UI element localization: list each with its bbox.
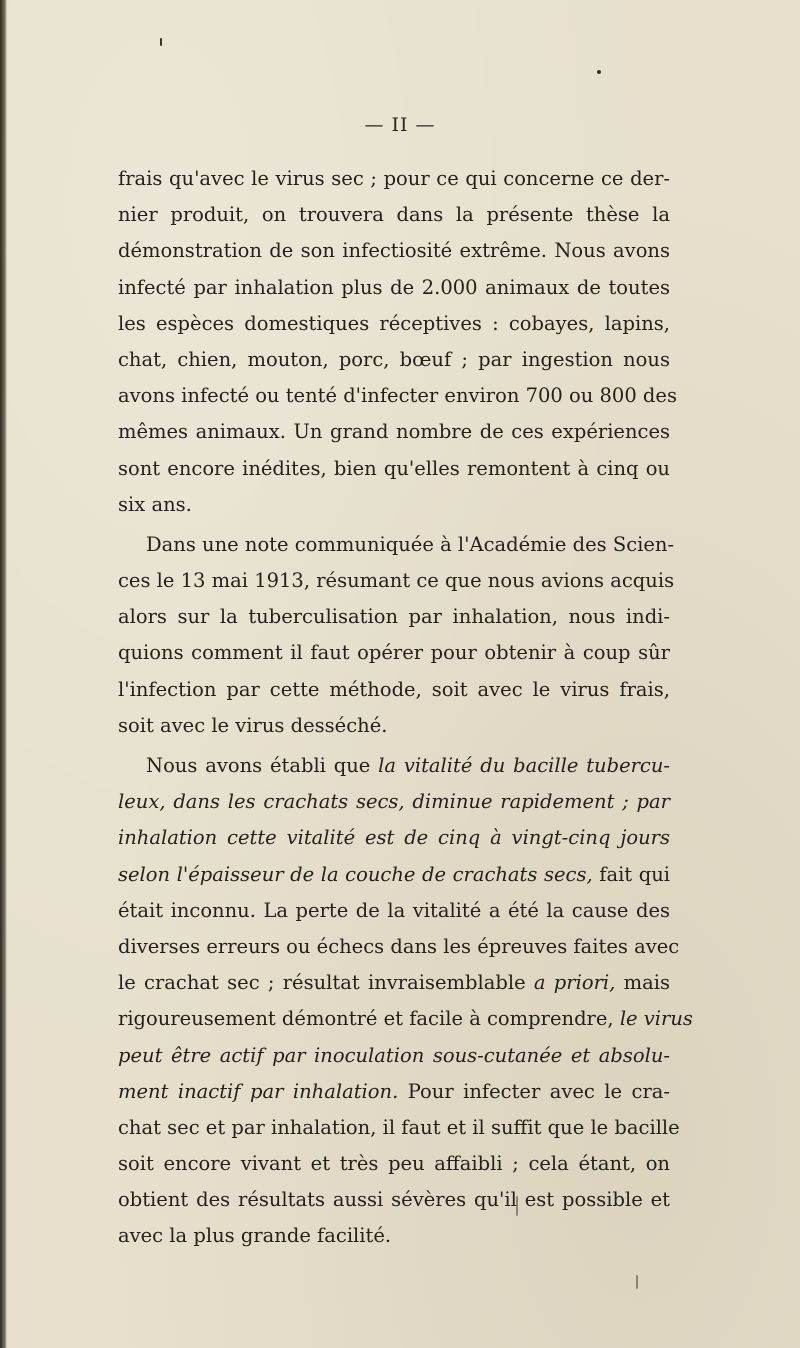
text-line: [118, 929, 680, 965]
text-line: [118, 748, 670, 784]
text-line: [118, 1146, 670, 1182]
roman-run: Pour infecter avec le cra-: [398, 1079, 670, 1103]
roman-run: diverses erreurs ou échecs dans les épreuves faites avec: [118, 934, 680, 958]
paragraph-2: [118, 527, 675, 744]
text-line: alors sur la tuberculisation par inhalation, nous indi-: [118, 605, 670, 629]
text-line: avons infecté ou tenté d'infecter environ 700 ou 800 des: [118, 384, 677, 408]
italic-run: peut être actif par inoculation sous-cutanée et absolu-: [118, 1043, 670, 1067]
ink-speck: [597, 70, 601, 74]
text-line: démonstration de son infectiosité extrême. Nous avons: [118, 239, 670, 263]
text-line: [118, 1110, 680, 1146]
paragraph-1: [118, 161, 677, 523]
text-line: [118, 857, 670, 893]
italic-run: selon l'épaisseur de la couche de crachats secs,: [118, 862, 593, 886]
ink-speck: [160, 38, 162, 46]
text-line: quions comment il faut opérer pour obtenir à coup sûr: [118, 641, 670, 665]
italic-run: ment inactif par inhalation.: [118, 1079, 399, 1103]
text-line: l'infection par cette méthode, soit avec le virus frais,: [118, 677, 670, 701]
text-line: Dans une note communiquée à l'Académie des Scien-: [146, 532, 675, 556]
text-line: [118, 1074, 670, 1110]
text-line: six ans.: [118, 492, 192, 516]
page-number: — II —: [364, 114, 436, 136]
text-line: [118, 1038, 670, 1074]
italic-run: leux, dans les crachats secs, diminue rapidement ; par: [118, 790, 670, 814]
italic-run: le virus: [619, 1007, 693, 1031]
roman-run: mais: [615, 971, 670, 995]
paragraph-3: [118, 748, 693, 1255]
roman-run: Nous avons établi que: [146, 754, 379, 777]
text-line: soit avec le virus desséché.: [118, 713, 388, 737]
roman-run: avec la plus grande facilité.: [118, 1224, 392, 1248]
text-line: [118, 1182, 670, 1218]
text-line: [118, 893, 670, 929]
text-line: infecté par inhalation plus de 2.000 animaux de toutes: [118, 275, 670, 299]
text-line: [118, 820, 670, 856]
roman-run: était inconnu. La perte de la vitalité a été la cause des: [118, 898, 670, 922]
italic-run: la vitalité du bacille tubercu-: [378, 754, 670, 777]
ink-speck: [636, 1275, 638, 1289]
roman-run: chat sec et par inhalation, il faut et il suffit que le bacille: [118, 1115, 680, 1139]
text-line: les espèces domestiques réceptives : cobayes, lapins,: [118, 311, 670, 335]
text-line: mêmes animaux. Un grand nombre de ces expériences: [118, 420, 670, 444]
text-line: ces le 13 mai 1913, résumant ce que nous avions acquis: [118, 569, 675, 593]
text-line: frais qu'avec le virus sec ; pour ce qui concerne ce der-: [118, 167, 670, 190]
text-line: chat, chien, mouton, porc, bœuf ; par ingestion nous: [118, 347, 670, 371]
text-line: [118, 784, 670, 820]
italic-run: a priori,: [533, 971, 616, 995]
text-line: [118, 1218, 670, 1254]
roman-run: obtient des résultats aussi sévères qu'il est possible et: [118, 1188, 670, 1212]
italic-run: inhalation cette vitalité est de cinq à vingt-cinq jours: [118, 826, 670, 850]
binding-edge: [0, 0, 7, 1348]
roman-run: soit encore vivant et très peu affaibli ; cela étant, on: [118, 1152, 670, 1176]
text-line: sont encore inédites, bien qu'elles remontent à cinq ou: [118, 456, 670, 480]
body-text: [118, 161, 693, 1255]
roman-run: rigoureusement démontré et facile à comprendre,: [118, 1007, 620, 1031]
roman-run: le crachat sec ; résultat invraisemblable: [118, 971, 534, 995]
roman-run: fait qui: [592, 862, 670, 886]
text-line: [118, 1001, 693, 1037]
text-line: nier produit, on trouvera dans la présente thèse la: [118, 203, 670, 227]
text-line: [118, 965, 670, 1001]
